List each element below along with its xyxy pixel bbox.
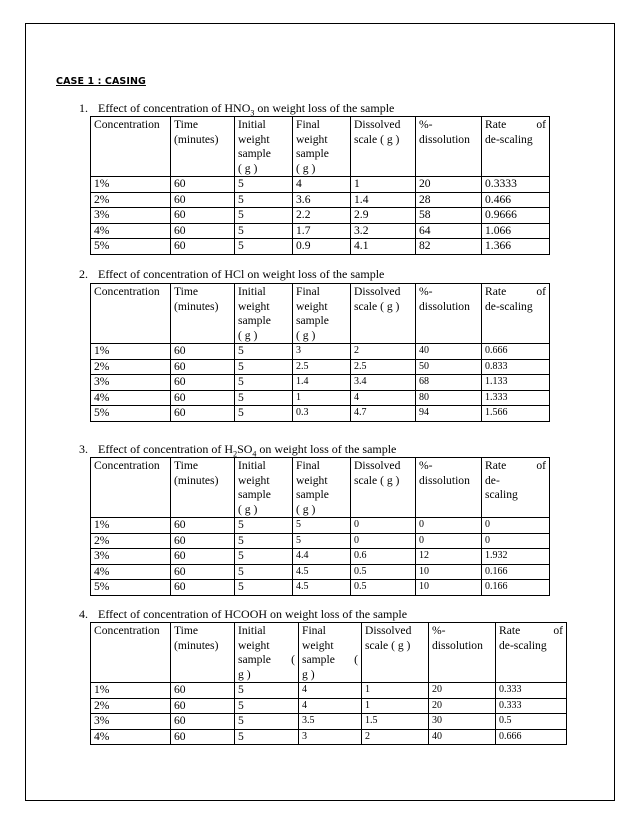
header-text: scale ( g ) xyxy=(354,473,400,487)
table-cell: 0.3 xyxy=(293,406,351,422)
table-cell: 80 xyxy=(416,390,482,406)
table-cell: 0 xyxy=(351,518,416,534)
table-cell: 0.5 xyxy=(496,714,567,730)
table-cell: 60 xyxy=(171,698,235,714)
table-cell: 1.932 xyxy=(482,549,550,565)
header-text: weight xyxy=(238,132,270,146)
section-number: 4. xyxy=(79,607,88,621)
table-cell: 1 xyxy=(362,698,429,714)
header-text: (minutes) xyxy=(174,132,219,146)
header-text: dissolution xyxy=(419,132,470,146)
table-row xyxy=(91,223,550,239)
table-cell: 0.5 xyxy=(351,580,416,596)
table-cell: 1% xyxy=(91,344,171,360)
header-text: Final xyxy=(302,624,326,637)
table-cell: 3.2 xyxy=(351,223,416,239)
header-text: of xyxy=(536,285,546,298)
table-cell: 5 xyxy=(235,390,293,406)
header-text: Rate xyxy=(499,624,521,637)
header-text: Time xyxy=(174,624,199,637)
table-cell: 2% xyxy=(91,192,171,208)
table-row xyxy=(91,698,567,714)
header-text: g ) xyxy=(238,667,251,681)
table-body xyxy=(91,177,550,255)
header-rate xyxy=(496,623,567,683)
table-cell: 2.5 xyxy=(293,359,351,375)
table-row xyxy=(91,208,550,224)
header-text: dissolution xyxy=(432,638,483,652)
header-time xyxy=(171,117,235,177)
table-cell: 28 xyxy=(416,192,482,208)
header-initial-weight xyxy=(235,117,293,177)
table-cell: 0.466 xyxy=(482,192,550,208)
table-row xyxy=(91,192,550,208)
header-text: weight xyxy=(296,473,328,487)
header-text: %- xyxy=(419,118,433,131)
table-cell: 60 xyxy=(171,714,235,730)
table-cell: 1.133 xyxy=(482,375,550,391)
header-text: Dissolved xyxy=(354,459,401,472)
section-3-title: 3. Effect of concentration of $H_2SO_4$ on weight loss of the sample xyxy=(79,442,397,459)
table-cell: 5 xyxy=(293,518,351,534)
header-text: (minutes) xyxy=(174,299,219,313)
table-cell: 20 xyxy=(429,683,496,699)
header-text: ( g ) xyxy=(238,502,258,516)
header-concentration: Concentration xyxy=(91,117,171,177)
table-cell: 40 xyxy=(416,344,482,360)
header-text: sample xyxy=(302,653,335,666)
table-cell: 0 xyxy=(482,533,550,549)
table-cell: 1% xyxy=(91,518,171,534)
table-row xyxy=(91,177,550,193)
header-text: de- xyxy=(485,473,500,487)
header-text xyxy=(485,459,546,474)
header-text: weight xyxy=(302,638,334,652)
header-text: (minutes) xyxy=(174,638,219,652)
table-cell: 5 xyxy=(235,698,299,714)
header-text: Time xyxy=(174,285,199,298)
section-number: 1. xyxy=(79,101,88,115)
section-2-title: 2. Effect of concentration of HCl on weight loss of the sample xyxy=(79,267,385,281)
table-cell: 1.566 xyxy=(482,406,550,422)
header-text: dissolution xyxy=(419,473,470,487)
table-cell: 0.6 xyxy=(351,549,416,565)
header-dissolution xyxy=(416,284,482,344)
header-text: sample xyxy=(238,488,271,501)
table-cell: 0.5 xyxy=(351,564,416,580)
table-cell: 60 xyxy=(171,533,235,549)
header-text: ( g ) xyxy=(296,328,316,342)
table-cell: 1.333 xyxy=(482,390,550,406)
table-cell: 0 xyxy=(482,518,550,534)
table-cell: 3% xyxy=(91,549,171,565)
table-header-row xyxy=(91,284,550,344)
table-cell: 1.5 xyxy=(362,714,429,730)
table-cell: 5 xyxy=(235,683,299,699)
table-cell: 1.366 xyxy=(482,239,550,255)
header-text: Rate xyxy=(485,285,507,298)
header-text: ( xyxy=(291,653,295,666)
table-cell: 94 xyxy=(416,406,482,422)
header-text: scale ( g ) xyxy=(365,638,411,652)
table-cell: 4 xyxy=(351,390,416,406)
table-cell: 60 xyxy=(171,683,235,699)
table-cell: 60 xyxy=(171,564,235,580)
header-text: of xyxy=(536,459,546,472)
table-cell: 60 xyxy=(171,406,235,422)
table-cell: 4 xyxy=(299,698,362,714)
table-cell: 3.5 xyxy=(299,714,362,730)
table-cell: 5 xyxy=(235,239,293,255)
header-text: of xyxy=(553,624,563,637)
table-cell: 1.4 xyxy=(351,192,416,208)
table-cell: 64 xyxy=(416,223,482,239)
table-cell: 20 xyxy=(429,698,496,714)
header-rate xyxy=(482,458,550,518)
header-text xyxy=(485,118,546,133)
header-text: sample xyxy=(238,147,271,160)
table-cell: 5 xyxy=(235,729,299,745)
table-cell: 60 xyxy=(171,359,235,375)
table-hno3 xyxy=(90,116,550,255)
table-cell: 40 xyxy=(429,729,496,745)
header-text: scaling xyxy=(485,488,518,501)
table-row xyxy=(91,390,550,406)
header-final-weight xyxy=(293,458,351,518)
header-dissolution xyxy=(429,623,496,683)
table-cell: 0.166 xyxy=(482,564,550,580)
table-cell: 3 xyxy=(293,344,351,360)
header-dissolved-scale xyxy=(351,458,416,518)
header-time xyxy=(171,458,235,518)
case-heading: CASE 1 : CASING xyxy=(56,76,146,87)
table-cell: 3 xyxy=(299,729,362,745)
table-cell: 0 xyxy=(416,518,482,534)
table-body xyxy=(91,683,567,745)
table-cell: 4.1 xyxy=(351,239,416,255)
header-text: weight xyxy=(296,132,328,146)
table-cell: 5% xyxy=(91,406,171,422)
table-cell: 82 xyxy=(416,239,482,255)
table-cell: 2.2 xyxy=(293,208,351,224)
header-final-weight xyxy=(293,117,351,177)
table-cell: 5 xyxy=(235,223,293,239)
header-rate xyxy=(482,284,550,344)
table-cell: 2% xyxy=(91,359,171,375)
table-cell: 0.9666 xyxy=(482,208,550,224)
table-row xyxy=(91,344,550,360)
table-row xyxy=(91,564,550,580)
table-cell: 5 xyxy=(235,533,293,549)
table-cell: 3.6 xyxy=(293,192,351,208)
header-text: Initial xyxy=(238,118,266,131)
table-cell: 5 xyxy=(235,564,293,580)
table-cell: 2 xyxy=(362,729,429,745)
section-4-title: 4. Effect of concentration of HCOOH on weight loss of the sample xyxy=(79,607,408,621)
table-cell: 0.3333 xyxy=(482,177,550,193)
table-cell: 2.5 xyxy=(351,359,416,375)
header-text: Rate xyxy=(485,459,507,472)
table-cell: 4.5 xyxy=(293,564,351,580)
table-cell: 5 xyxy=(235,580,293,596)
table-cell: 5 xyxy=(235,208,293,224)
header-text: weight xyxy=(238,299,270,313)
table-cell: 60 xyxy=(171,729,235,745)
table-header-row xyxy=(91,117,550,177)
table-cell: 60 xyxy=(171,208,235,224)
table-cell: 4.5 xyxy=(293,580,351,596)
table-cell: 0.166 xyxy=(482,580,550,596)
header-text: scale ( g ) xyxy=(354,299,400,313)
section-number: 3. xyxy=(79,442,88,456)
table-body xyxy=(91,344,550,422)
header-rate xyxy=(482,117,550,177)
table-cell: 4% xyxy=(91,564,171,580)
header-text: Time xyxy=(174,118,199,131)
table-cell: 60 xyxy=(171,344,235,360)
table-cell: 60 xyxy=(171,239,235,255)
table-row xyxy=(91,359,550,375)
table-cell: 0 xyxy=(351,533,416,549)
table-row xyxy=(91,533,550,549)
table-cell: 5% xyxy=(91,580,171,596)
header-time xyxy=(171,284,235,344)
table-cell: 12 xyxy=(416,549,482,565)
header-text: Time xyxy=(174,459,199,472)
table-cell: 1% xyxy=(91,177,171,193)
table-cell: 10 xyxy=(416,564,482,580)
header-time xyxy=(171,623,235,683)
header-text: weight xyxy=(238,473,270,487)
table-cell: 4 xyxy=(299,683,362,699)
table-cell: 0 xyxy=(416,533,482,549)
section-1-title: 1. Effect of concentration of $HNO_3$ on weight loss of the sample xyxy=(79,101,395,118)
header-text: %- xyxy=(419,285,433,298)
table-cell: 1 xyxy=(351,177,416,193)
header-text: dissolution xyxy=(419,299,470,313)
header-text: ( xyxy=(354,653,358,666)
table-cell: 5 xyxy=(235,518,293,534)
header-text xyxy=(238,653,295,668)
table-row xyxy=(91,683,567,699)
header-text: de-scaling xyxy=(499,638,547,652)
header-text: of xyxy=(536,118,546,131)
table-cell: 4% xyxy=(91,729,171,745)
header-initial-weight xyxy=(235,623,299,683)
table-cell: 5 xyxy=(235,714,299,730)
header-dissolution xyxy=(416,458,482,518)
header-text: de-scaling xyxy=(485,299,533,313)
table-cell: 2 xyxy=(351,344,416,360)
table-cell: 5 xyxy=(235,359,293,375)
table-cell: 68 xyxy=(416,375,482,391)
header-dissolution xyxy=(416,117,482,177)
header-text: Final xyxy=(296,459,320,472)
table-row xyxy=(91,714,567,730)
table-cell: 3% xyxy=(91,208,171,224)
table-cell: 60 xyxy=(171,177,235,193)
header-text: weight xyxy=(296,299,328,313)
table-cell: 2.9 xyxy=(351,208,416,224)
table-cell: 50 xyxy=(416,359,482,375)
table-row xyxy=(91,580,550,596)
table-cell: 60 xyxy=(171,223,235,239)
header-concentration: Concentration xyxy=(91,284,171,344)
table-cell: 3% xyxy=(91,375,171,391)
header-text xyxy=(499,624,563,639)
table-cell: 0.333 xyxy=(496,698,567,714)
table-cell: 60 xyxy=(171,192,235,208)
table-cell: 4% xyxy=(91,390,171,406)
table-cell: 60 xyxy=(171,375,235,391)
table-cell: 1.7 xyxy=(293,223,351,239)
header-final-weight xyxy=(293,284,351,344)
table-cell: 1.4 xyxy=(293,375,351,391)
table-cell: 1 xyxy=(293,390,351,406)
table-cell: 5 xyxy=(235,406,293,422)
header-text: Initial xyxy=(238,285,266,298)
table-cell: 5 xyxy=(235,177,293,193)
header-text: g ) xyxy=(302,667,315,681)
header-text: %- xyxy=(432,624,446,637)
table-cell: 3.4 xyxy=(351,375,416,391)
table-cell: 2% xyxy=(91,533,171,549)
table-cell: 3% xyxy=(91,714,171,730)
table-cell: 4.4 xyxy=(293,549,351,565)
table-cell: 60 xyxy=(171,390,235,406)
header-text: %- xyxy=(419,459,433,472)
table-cell: 4.7 xyxy=(351,406,416,422)
header-text: sample xyxy=(296,147,329,160)
table-cell: 5% xyxy=(91,239,171,255)
header-text: sample xyxy=(238,653,271,666)
table-cell: 5 xyxy=(235,192,293,208)
table-cell: 60 xyxy=(171,518,235,534)
table-row xyxy=(91,729,567,745)
header-text: Rate xyxy=(485,118,507,131)
table-cell: 0.666 xyxy=(496,729,567,745)
header-text: scale ( g ) xyxy=(354,132,400,146)
table-h2so4 xyxy=(90,457,550,596)
table-hcl xyxy=(90,283,550,422)
header-text: Initial xyxy=(238,459,266,472)
table-row xyxy=(91,375,550,391)
table-cell: 20 xyxy=(416,177,482,193)
table-row xyxy=(91,518,550,534)
header-text: sample xyxy=(238,314,271,327)
table-cell: 0.833 xyxy=(482,359,550,375)
table-cell: 1% xyxy=(91,683,171,699)
table-cell: 1 xyxy=(362,683,429,699)
table-cell: 0.333 xyxy=(496,683,567,699)
table-cell: 5 xyxy=(235,549,293,565)
header-text: sample xyxy=(296,488,329,501)
header-initial-weight xyxy=(235,458,293,518)
header-text: Final xyxy=(296,285,320,298)
header-text: sample xyxy=(296,314,329,327)
table-body xyxy=(91,518,550,596)
table-header-row xyxy=(91,458,550,518)
table-cell: 58 xyxy=(416,208,482,224)
table-cell: 4 xyxy=(293,177,351,193)
table-cell: 10 xyxy=(416,580,482,596)
header-concentration: Concentration xyxy=(91,458,171,518)
header-text: weight xyxy=(238,638,270,652)
table-row xyxy=(91,549,550,565)
table-cell: 0.9 xyxy=(293,239,351,255)
header-text: (minutes) xyxy=(174,473,219,487)
table-header-row xyxy=(91,623,567,683)
header-dissolved-scale xyxy=(362,623,429,683)
header-text: Initial xyxy=(238,624,266,637)
header-text: Dissolved xyxy=(365,624,412,637)
header-text: Dissolved xyxy=(354,118,401,131)
header-text: ( g ) xyxy=(296,502,316,516)
header-text xyxy=(302,653,358,668)
header-dissolved-scale xyxy=(351,284,416,344)
table-cell: 2% xyxy=(91,698,171,714)
table-cell: 4% xyxy=(91,223,171,239)
header-initial-weight xyxy=(235,284,293,344)
header-text: ( g ) xyxy=(238,161,258,175)
header-text: Dissolved xyxy=(354,285,401,298)
table-cell: 30 xyxy=(429,714,496,730)
header-text: ( g ) xyxy=(238,328,258,342)
table-cell: 60 xyxy=(171,580,235,596)
header-final-weight xyxy=(299,623,362,683)
table-cell: 0.666 xyxy=(482,344,550,360)
table-cell: 5 xyxy=(235,344,293,360)
table-row xyxy=(91,406,550,422)
section-number: 2. xyxy=(79,267,88,281)
header-concentration: Concentration xyxy=(91,623,171,683)
table-cell: 1.066 xyxy=(482,223,550,239)
header-text: de-scaling xyxy=(485,132,533,146)
table-cell: 60 xyxy=(171,549,235,565)
table-hcooh xyxy=(90,622,567,745)
header-dissolved-scale xyxy=(351,117,416,177)
header-text: ( g ) xyxy=(296,161,316,175)
header-text: Final xyxy=(296,118,320,131)
table-cell: 5 xyxy=(293,533,351,549)
table-row xyxy=(91,239,550,255)
header-text xyxy=(485,285,546,300)
table-cell: 5 xyxy=(235,375,293,391)
